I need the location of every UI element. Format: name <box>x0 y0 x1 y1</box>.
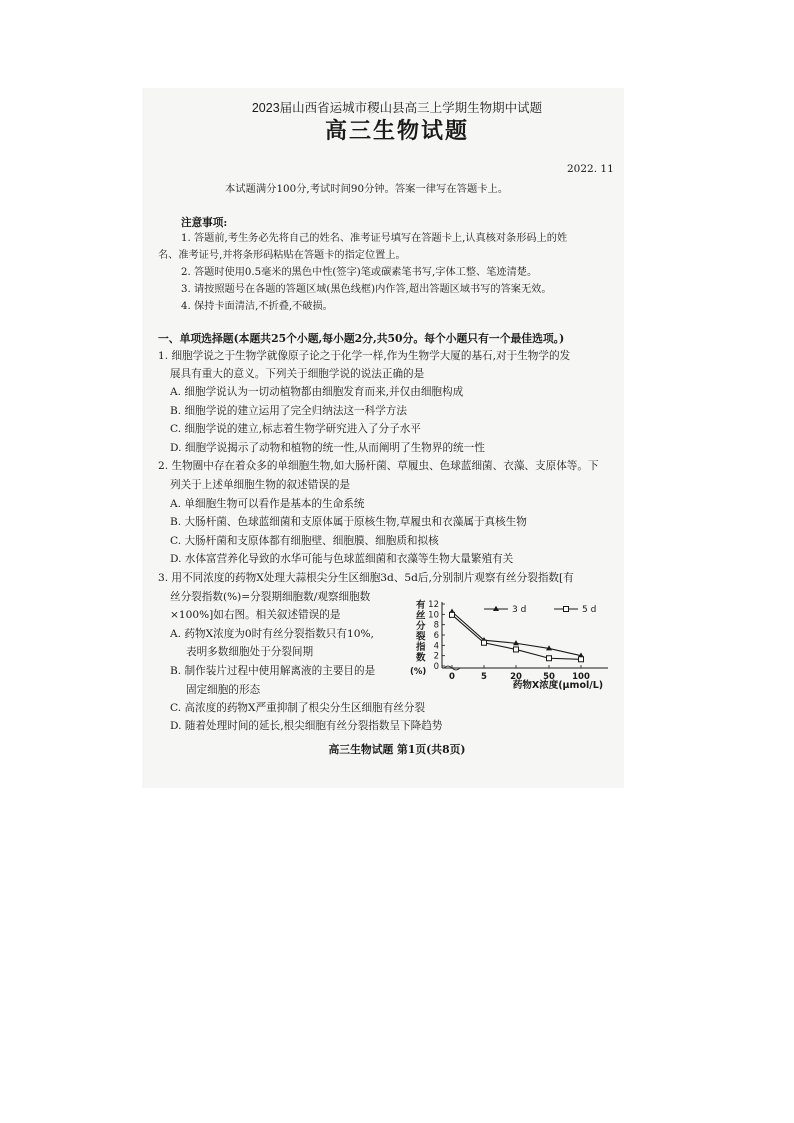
y-tick-label: 8 <box>433 620 439 631</box>
legend <box>484 605 596 615</box>
series-layer <box>449 609 584 662</box>
y-tick-label: 12 <box>428 600 439 610</box>
legend-label: 5 d <box>582 605 597 615</box>
y-tick-label: 2 <box>433 651 439 662</box>
exam-title: 高三生物试题 <box>324 118 469 144</box>
x-tick-label: 0 <box>449 672 455 682</box>
legend-marker-triangle <box>493 606 499 611</box>
legend-label: 3 d <box>512 605 527 615</box>
series-2-point <box>579 657 584 662</box>
q2-option-d: D. 水体富营养化导致的水华可能与色球蓝细菌和衣藻等生物大量繁殖有关 <box>170 553 514 565</box>
q2-option-a: A. 单细胞生物可以看作是基本的生命系统 <box>170 498 365 510</box>
x-tick-label: 5 <box>481 672 487 682</box>
legend-marker-square <box>564 607 569 612</box>
x-tick-label: 50 <box>543 672 555 682</box>
source-title: 2023届山西省运城市稷山县高三上学期生物期中试题 <box>251 101 543 115</box>
mitotic-index-chart <box>408 598 612 694</box>
series-2-point <box>450 612 455 617</box>
q3-stem-line-3: ×100%]如右图。相关叙述错误的是 <box>170 609 341 621</box>
exam-intro: 本试题满分100分,考试时间90分钟。答案一律写在答题卡上。 <box>225 183 509 195</box>
x-tick-label: 20 <box>510 672 522 682</box>
y-axis-label <box>410 599 426 677</box>
notice-item-2: 2. 答题时使用0.5毫米的黑色中性(签字)笔或碳素笔书写,字体工整、笔迹清楚。 <box>181 267 538 278</box>
notice-item-1-line-2: 名、准考证号,并将条形码粘贴在答题卡的指定位置上。 <box>158 250 406 261</box>
q1-option-b: B. 细胞学说的建立运用了完全归纳法这一科学方法 <box>170 405 407 417</box>
q3-stem-line-1: 3. 用不同浓度的药物X处理大蒜根尖分生区细胞3d、5d后,分别制片观察有丝分裂指数[有 <box>158 572 574 584</box>
notice-item-3: 3. 请按照题号在各题的答题区域(黑色线框)内作答,超出答题区域书写的答案无效。 <box>181 284 552 295</box>
notice-heading: 注意事项: <box>181 217 228 229</box>
exam-date: 2022. 11 <box>567 163 614 175</box>
page-footer: 高三生物试题 第1页(共8页) <box>328 743 466 756</box>
series-2-point <box>482 640 487 645</box>
q3-option-d: D. 随着处理时间的延长,根尖细胞有丝分裂指数呈下降趋势 <box>170 720 443 732</box>
y-axis-label-char: 裂 <box>416 631 426 643</box>
q3-option-b-line-2: 固定细胞的形态 <box>186 684 261 696</box>
y-axis-label-text <box>410 599 426 677</box>
y-axis-label-char: 分 <box>416 621 426 632</box>
x-axis-label: 药物X浓度(μmol/L) <box>512 680 604 691</box>
x-tick-label: 100 <box>572 672 590 682</box>
series-line-2 <box>452 615 581 659</box>
q1-stem-line-1: 1. 细胞学说之于生物学就像原子论之于化学一样,作为生物学大厦的基石,对于生物学的发 <box>158 350 571 362</box>
series-2-point <box>547 656 552 661</box>
chart-svg <box>408 598 612 694</box>
q3-stem-line-2: 丝分裂指数(%)=分裂期细胞数/观察细胞数 <box>170 591 371 603</box>
q3-option-a-line-1: A. 药物X浓度为0时有丝分裂指数只有10%, <box>170 628 374 640</box>
q1-stem-line-2: 展具有重大的意义。下列关于细胞学说的说法正确的是 <box>170 368 425 380</box>
q2-option-b: B. 大肠杆菌、色球蓝细菌和支原体属于原核生物,草履虫和衣藻属于真核生物 <box>170 516 527 528</box>
q1-option-a: A. 细胞学说认为一切动植物都由细胞发育而来,并仅由细胞构成 <box>170 386 464 398</box>
q1-option-c: C. 细胞学说的建立,标志着生物学研究进入了分子水平 <box>170 423 421 435</box>
notice-item-1-line-1: 1. 答题前,考生务必先将自己的姓名、准考证号填写在答题卡上,认真核对条形码上的姓 <box>181 233 568 244</box>
q3-option-c: C. 高浓度的药物X严重抑制了根尖分生区细胞有丝分裂 <box>170 702 426 714</box>
y-axis-label-char: 数 <box>416 652 426 664</box>
y-tick-label: 0 <box>433 662 439 672</box>
y-tick-label: 4 <box>433 641 439 652</box>
y-axis-label-char: 丝 <box>416 610 426 622</box>
y-tick-label: 6 <box>433 631 439 641</box>
q3-option-b-line-1: B. 制作装片过程中使用解离液的主要目的是 <box>170 665 376 677</box>
q3-option-a-line-2: 表明多数细胞处于分裂间期 <box>186 646 314 658</box>
q2-stem-line-1: 2. 生物圈中存在着众多的单细胞生物,如大肠杆菌、草履虫、色球蓝细菌、衣藻、支原体等。下 <box>158 460 599 472</box>
y-axis-label-unit: (%) <box>410 667 427 677</box>
section-heading: 一、单项选择题(本题共25个小题,每小题2分,共50分。每个小题只有一个最佳选项。) <box>158 332 565 345</box>
q2-option-c: C. 大肠杆菌和支原体都有细胞壁、细胞膜、细胞质和拟核 <box>170 535 439 547</box>
q1-option-d: D. 细胞学说揭示了动物和植物的统一性,从而阐明了生物界的统一性 <box>170 442 485 454</box>
q2-stem-line-2: 列关于上述单细胞生物的叙述错误的是 <box>170 479 351 491</box>
notice-item-4: 4. 保持卡面清洁,不折叠,不破损。 <box>181 301 333 312</box>
y-axis-label-char: 指 <box>416 642 426 653</box>
series-2-point <box>514 647 519 652</box>
y-axis-label-char: 有 <box>416 600 426 611</box>
y-tick-label: 10 <box>428 610 439 621</box>
